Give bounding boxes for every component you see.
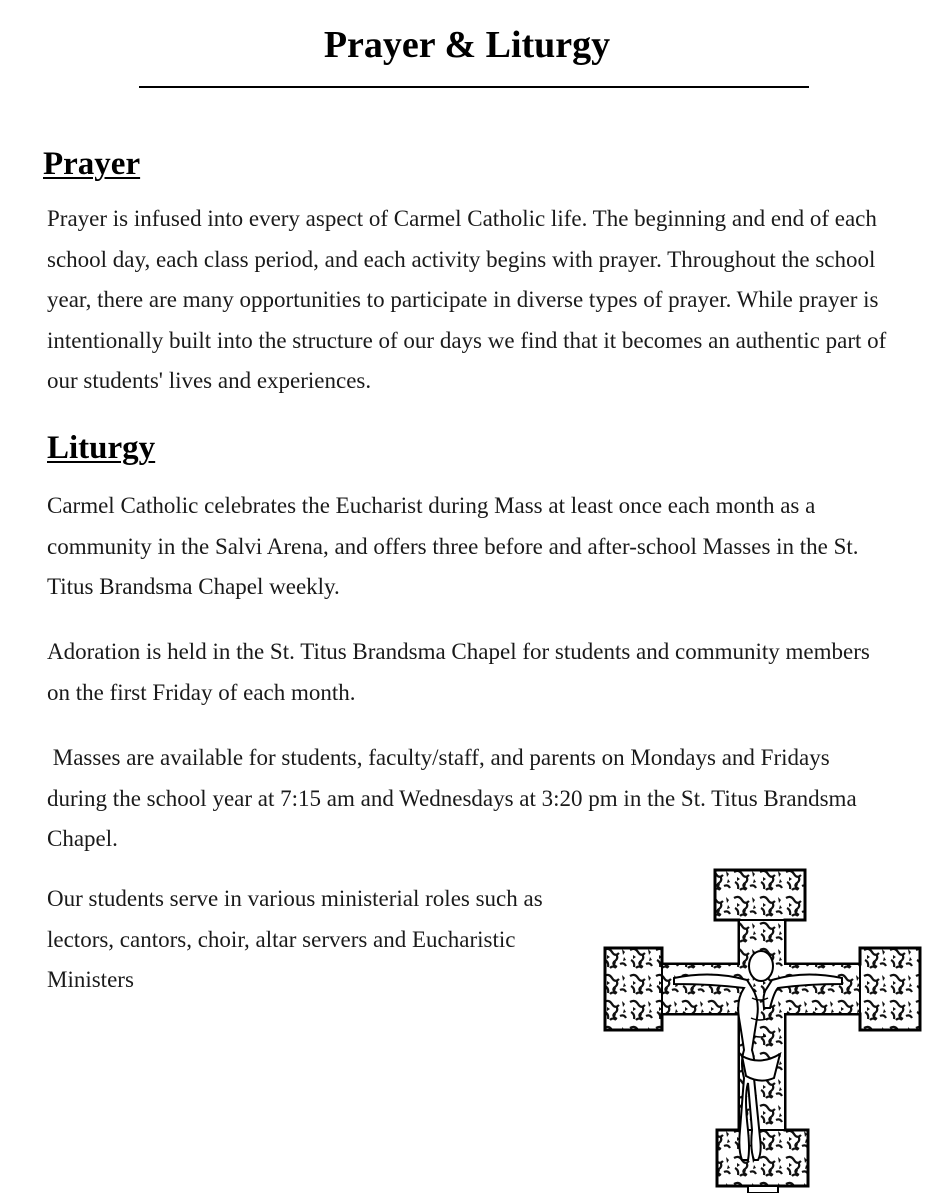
- prayer-heading: Prayer: [43, 146, 141, 182]
- liturgy-paragraph-adoration: Adoration is held in the St. Titus Brandsma Chapel for students and community members on the first Friday of each month.: [47, 639, 870, 705]
- liturgy-paragraph-ministries: Our students serve in various ministerial roles such as lectors, cantors, choir, altar servers and Eucharistic Ministers: [47, 886, 543, 992]
- liturgy-paragraph-mass: Carmel Catholic celebrates the Eucharist during Mass at least once each month as a community in the Salvi Arena, and offers three before and after-school Masses in the St. Titus Brandsma Chapel weekly.: [47, 493, 859, 599]
- liturgy-heading: Liturgy: [47, 430, 156, 466]
- page-title: Prayer & Liturgy: [323, 24, 611, 66]
- crucifix-icon: [602, 868, 922, 1193]
- prayer-paragraph: Prayer is infused into every aspect of Carmel Catholic life. The beginning and end of each school day, each class period, and each activity begins with prayer. Throughout the school year, there are many opportunities to participate in diverse types of prayer. While prayer is intentionally built into the structure of our days we find that it becomes an authentic part of our students' lives and experiences.: [47, 206, 887, 393]
- liturgy-paragraph-masses: Masses are available for students, faculty/staff, and parents on Mondays and Fridays during the school year at 7:15 am and Wednesdays at 3:20 pm in the St. Titus Brandsma Chapel.: [47, 745, 863, 851]
- title-divider: [139, 86, 809, 88]
